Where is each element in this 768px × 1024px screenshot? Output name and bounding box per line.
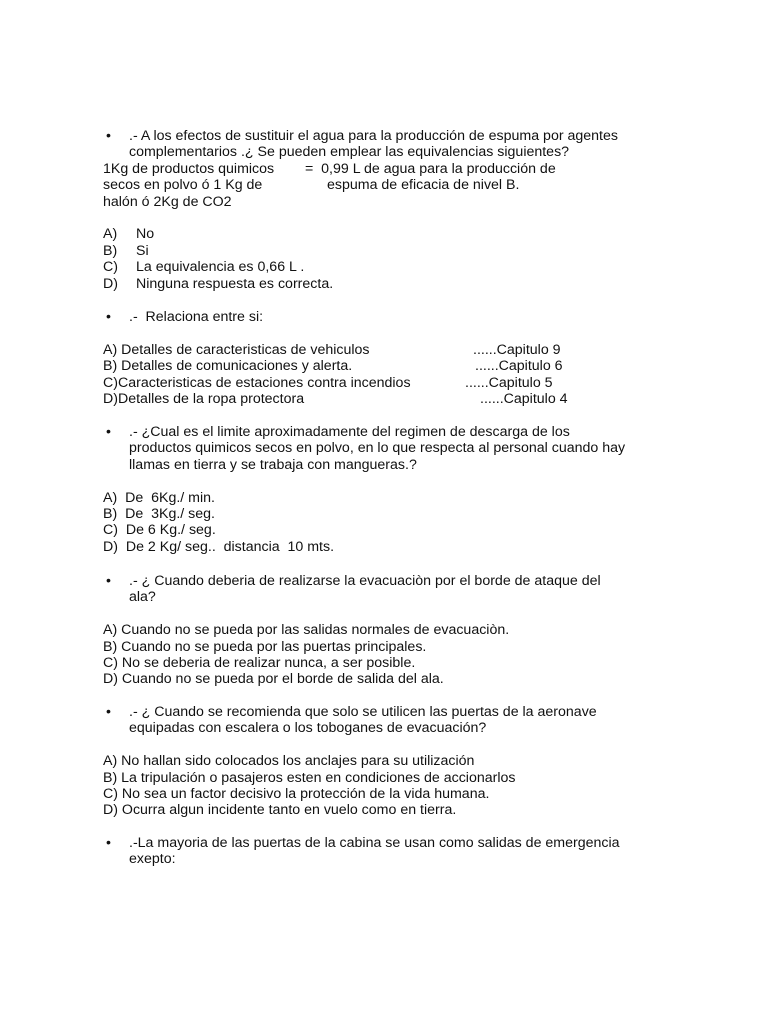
question-5 — [103, 704, 686, 819]
matching-list — [103, 342, 686, 408]
equivalence-block — [103, 161, 686, 210]
option: B) Cuando no se pueda por las puertas principales. — [103, 638, 427, 655]
question-3 — [103, 424, 686, 555]
stem-line: llamas en tierra y se trabaja con mangueras.? — [129, 456, 417, 473]
stem-line: exepto: — [129, 851, 176, 868]
question-6-stem — [106, 835, 686, 868]
question-4 — [103, 573, 686, 688]
question-2 — [103, 309, 686, 407]
stem-line: .- Relaciona entre si: — [129, 309, 264, 325]
question-3-stem — [106, 424, 686, 473]
bullet-icon: • — [106, 309, 111, 325]
bullet-icon: • — [106, 424, 111, 440]
question-6 — [106, 835, 686, 868]
option: B) La tripulación o pasajeros esten en condiciones de accionarlos — [103, 769, 516, 786]
stem-line: .- ¿ Cuando se recomienda que solo se utilicen las puertas de la aeronave — [129, 704, 597, 720]
option: B) De 3Kg./ seg. — [103, 506, 215, 523]
options-list — [103, 622, 686, 688]
bullet-icon: • — [106, 128, 111, 144]
question-1 — [103, 128, 686, 292]
bullet-icon: • — [106, 704, 111, 720]
option: C) De 6 Kg./ seg. — [103, 522, 216, 539]
equivalence-left: secos en polvo ó 1 Kg de — [103, 177, 263, 194]
options-list — [103, 753, 686, 819]
question-5-stem — [106, 704, 686, 737]
option: D) Ocurra algun incidente tanto en vuelo como en tierra. — [103, 802, 457, 819]
stem-line: productos quimicos secos en polvo, en lo que respecta al personal cuando hay — [129, 440, 626, 457]
option: A) No — [103, 226, 155, 243]
option: D) Cuando no se pueda por el borde de salida del ala. — [103, 671, 444, 688]
option: D) Ninguna respuesta es correcta. — [103, 275, 334, 292]
question-2-stem — [106, 309, 686, 325]
question-4-stem — [106, 573, 686, 606]
matching-row: C)Caracteristicas de estaciones contra incendios ......Capitulo 5 — [103, 374, 553, 391]
bullet-icon: • — [106, 835, 111, 851]
options-list — [103, 490, 686, 556]
stem-line: complementarios .¿ Se pueden emplear las equivalencias siguientes? — [129, 144, 570, 161]
matching-row: D)Detalles de la ropa protectora ......Capitulo 4 — [103, 390, 568, 407]
equivalence-left: halón ó 2Kg de CO2 — [103, 193, 232, 210]
options-list — [103, 226, 686, 292]
option: A) No hallan sido colocados los anclajes para su utilización — [103, 753, 475, 770]
option: B) Si — [103, 242, 149, 259]
option: D) De 2 Kg/ seg.. distancia 10 mts. — [103, 538, 335, 555]
stem-line: .- ¿Cual es el limite aproximadamente del regimen de descarga de los — [129, 424, 570, 440]
stem-line: equipadas con escalera o los toboganes de evacuación? — [129, 720, 487, 737]
bullet-icon: • — [106, 573, 111, 589]
stem-line: ala? — [129, 589, 156, 606]
option: C) No se deberia de realizar nunca, a ser posible. — [103, 655, 416, 672]
equivalence-right: = 0,99 L de agua para la producción de — [305, 160, 556, 177]
equivalence-left: 1Kg de productos quimicos — [103, 160, 275, 177]
option: C) No sea un factor decisivo la protección de la vida humana. — [103, 786, 490, 803]
stem-line: .- ¿ Cuando deberia de realizarse la evacuaciòn por el borde de ataque del — [129, 573, 601, 589]
option: A) Cuando no se pueda por las salidas normales de evacuaciòn. — [103, 622, 510, 639]
matching-row: B) Detalles de comunicaciones y alerta. ......Capitulo 6 — [103, 358, 563, 375]
option: A) De 6Kg./ min. — [103, 489, 215, 506]
option: C) La equivalencia es 0,66 L . — [103, 259, 305, 276]
equivalence-right: espuma de eficacia de nivel B. — [327, 177, 520, 194]
stem-line: .-La mayoria de las puertas de la cabina se usan como salidas de emergencia — [129, 835, 620, 851]
question-1-stem — [106, 128, 686, 161]
matching-row: A) Detalles de caracteristicas de vehiculos ......Capitulo 9 — [103, 341, 561, 358]
stem-line: .- A los efectos de sustituir el agua para la producción de espuma por agentes — [129, 128, 618, 144]
